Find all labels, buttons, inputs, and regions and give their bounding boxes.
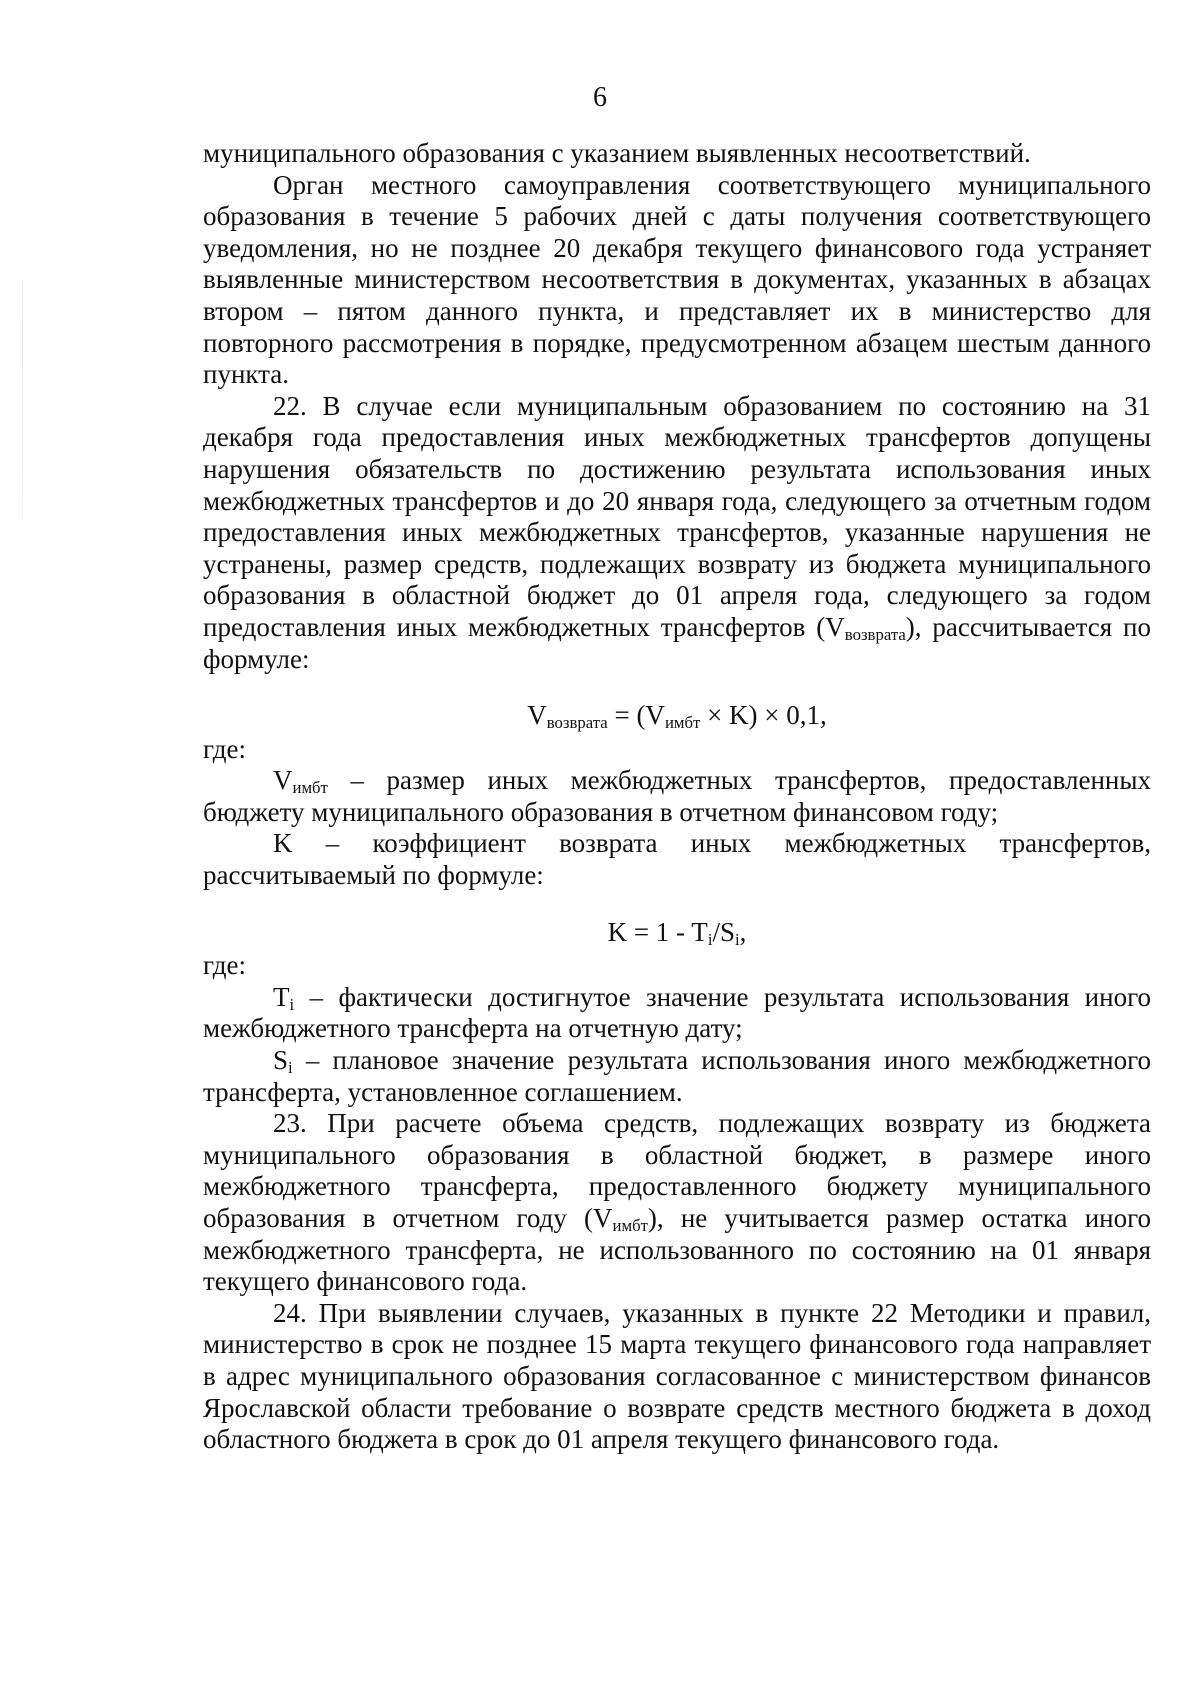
paragraph-continuation: муниципального образования с указанием выявленных несоответствий. — [203, 138, 1031, 168]
clause-22-text-end: ), рассчитывается по формуле: — [203, 611, 1151, 674]
definition-v-imbt: $V_{имбт}$ – размер иных межбюджетных трансфертов, предоставленных бюджету муниципального образования в отчетном финансовом году; — [203, 765, 1151, 827]
page-number: 6 — [593, 82, 607, 113]
where-label: где: — [203, 733, 246, 764]
subscript-vozvrata: возврата — [844, 625, 906, 645]
definition-ti: $T_i$ – фактически достигнутое значение результата использования иного межбюджетного трансферта на отчетную дату; — [203, 981, 1151, 1044]
paragraph-local-authority: Орган местного самоуправления соответствующего муниципального образования в течение 5 рабочих дней с даты получения соответствующего уведомления, но не позднее 20 декабря текущего финансового года устраняет выявленные министерством несоответствия в документах, указанных в абзацах втором – пятом данного пункта, и представляет их в министерство для повторного рассмотрения в порядке, предусмотренном абзацем шестым данного пункта. — [203, 169, 1151, 390]
scan-edge-mark — [22, 280, 23, 520]
paragraph-clause-24: 24. При выявлении случаев, указанных в пункте 22 Методики и правил, министерство в срок не позднее 15 марта текущего финансового года направляет в адрес муниципального образования согласованное с министерством финансов Ярославской области требование о возврате средств местного бюджета в доход областного бюджета в срок до 01 апреля текущего финансового года. — [203, 1297, 1151, 1455]
definition-k: K – коэффициент возврата иных межбюджетных трансфертов, рассчитываемый по формуле: — [203, 828, 1151, 891]
formula-v-vozvrata: $V_{возврата} = (V_{имбт} \times K) \times 0,1$, — [527, 700, 827, 733]
document-body — [203, 138, 1151, 1456]
paragraph-clause-22 — [203, 391, 1151, 675]
paragraph-clause-23: 23. При расчете объема средств, подлежащих возврату из бюджета муниципального образования в областной бюджет, в размере иного межбюджетного трансферта, предоставленного бюджету муниципального образования в отчетном году $(V_{имбт})$, не учитывается размер остатка иного межбюджетного трансферта, не использованного по состоянию на 01 января текущего финансового года. — [203, 1108, 1151, 1297]
definition-si: $S_i$ – плановое значение результата использования иного межбюджетного трансферта, установленное соглашением. — [203, 1045, 1151, 1107]
where-label-2: где: — [203, 950, 246, 981]
clause-22-text: 22. В случае если муниципальным образованием по состоянию на 31 декабря года предоставления иных межбюджетных трансфертов допущены нарушения обязательств по достижению результата использования иных межбюджетных трансфертов и до 20 января года, следующего за отчетным годом предоставления иных межбюджетных трансфертов, указанные нарушения не устранены, размер средств, подлежащих возврату из бюджета муниципального образования в областной бюджет до 01 апреля года, следующего за годом предоставления иных межбюджетных трансфертов (V — [203, 390, 1151, 642]
formula-k: $K = 1 - T_i/S_i$, — [607, 916, 747, 949]
